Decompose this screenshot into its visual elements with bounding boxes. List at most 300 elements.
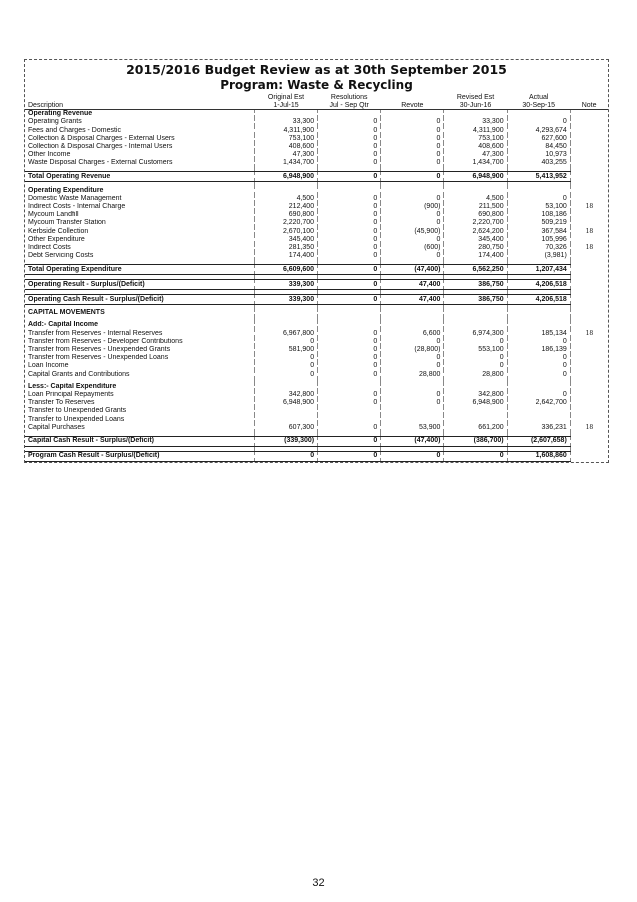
row-value <box>318 110 381 119</box>
row-value: 0 <box>381 126 444 134</box>
row-note <box>570 219 608 227</box>
row-value <box>318 309 381 317</box>
header-original-est: Original Est <box>267 94 305 101</box>
row-value: 280,750 <box>444 244 507 252</box>
row-value: 0 <box>507 338 570 346</box>
row-value <box>318 321 381 329</box>
row-note <box>570 143 608 151</box>
row-description: Waste Disposal Charges - External Customers <box>28 159 173 167</box>
row-value: 33,300 <box>254 118 317 126</box>
row-value <box>507 383 570 391</box>
total-row <box>25 280 608 290</box>
page-number: 32 <box>312 877 325 889</box>
row-description: Indirect Costs <box>28 243 71 251</box>
table-row <box>25 338 608 346</box>
row-value <box>381 407 444 415</box>
table-row <box>25 244 608 252</box>
row-value: 5,413,952 <box>507 172 570 182</box>
row-value: 690,800 <box>444 211 507 219</box>
header-row-2 <box>25 102 608 110</box>
row-note <box>570 451 608 461</box>
row-value <box>381 415 444 423</box>
row-description: Transfer To Reserves <box>28 399 95 407</box>
row-value: 0 <box>381 211 444 219</box>
row-value: 0 <box>381 151 444 159</box>
budget-table <box>25 94 608 462</box>
row-value: 0 <box>381 252 444 260</box>
row-description: Loan Principal Repayments <box>28 390 114 398</box>
header-original-date: 1-Jul-15 <box>254 102 317 110</box>
row-description: Total Operating Revenue <box>25 172 254 182</box>
row-note <box>570 186 608 194</box>
section-heading-row <box>25 383 608 391</box>
row-description: Debt Servicing Costs <box>28 252 94 260</box>
section-heading-row <box>25 110 608 119</box>
row-note <box>570 151 608 159</box>
row-value: 4,311,900 <box>254 126 317 134</box>
row-description: Operating Grants <box>28 118 82 126</box>
row-value: 0 <box>318 280 381 290</box>
row-value: 2,624,200 <box>444 227 507 235</box>
row-note: 18 <box>570 203 608 211</box>
row-value: (600) <box>381 244 444 252</box>
row-value: 0 <box>318 235 381 243</box>
row-value: (3,981) <box>507 252 570 260</box>
row-note <box>570 399 608 407</box>
row-description: Collection & Disposal Charges - Internal Users <box>28 143 173 151</box>
total-row <box>25 436 608 446</box>
row-note <box>570 252 608 260</box>
table-row <box>25 219 608 227</box>
row-value: 1,434,700 <box>444 159 507 167</box>
row-value <box>318 383 381 391</box>
row-value: 386,750 <box>444 280 507 290</box>
row-description: Program Cash Result - Surplus/(Deficit) <box>25 451 254 461</box>
header-actual-date: 30-Sep-15 <box>507 102 570 110</box>
row-value: 0 <box>318 227 381 235</box>
row-value <box>254 110 317 119</box>
row-value <box>318 186 381 194</box>
header-revote: Revote <box>381 102 444 110</box>
row-description: Transfer to Unexpended Loans <box>28 415 125 423</box>
row-note <box>570 436 608 446</box>
row-value: 753,100 <box>444 135 507 143</box>
row-value: 0 <box>318 159 381 167</box>
row-note: 18 <box>570 423 608 431</box>
row-description: Operating Revenue <box>28 110 93 118</box>
row-value: 0 <box>318 370 381 378</box>
row-value: 342,800 <box>254 391 317 399</box>
header-desc-top <box>25 94 254 102</box>
row-value <box>444 383 507 391</box>
row-value: (47,400) <box>381 436 444 446</box>
row-value <box>444 309 507 317</box>
row-value: 0 <box>444 338 507 346</box>
row-value: 105,996 <box>507 235 570 243</box>
header-revised-date: 30-Jun-16 <box>444 102 507 110</box>
row-value: 28,800 <box>381 370 444 378</box>
row-note <box>570 362 608 370</box>
row-value: 0 <box>318 151 381 159</box>
table-row <box>25 423 608 431</box>
row-value: 0 <box>381 135 444 143</box>
header-resolutions: Resolutions <box>330 94 368 101</box>
row-value: 0 <box>381 338 444 346</box>
row-value <box>381 309 444 317</box>
budget-review-report <box>24 59 609 463</box>
row-description: Other Income <box>28 151 71 159</box>
row-description: Kerbside Collection <box>28 227 89 235</box>
row-value: 367,584 <box>507 227 570 235</box>
header-row-1 <box>25 94 608 102</box>
row-description: Operating Result - Surplus/(Deficit) <box>25 280 254 290</box>
total-row <box>25 265 608 275</box>
row-value: 0 <box>507 354 570 362</box>
row-value <box>318 407 381 415</box>
row-value: 4,500 <box>444 195 507 203</box>
row-value: 0 <box>318 399 381 407</box>
row-value: 0 <box>381 451 444 461</box>
row-description: Mycoum Landfill <box>28 211 79 219</box>
row-value: 408,600 <box>254 143 317 151</box>
row-value <box>254 407 317 415</box>
row-value: 0 <box>254 362 317 370</box>
row-description: Collection & Disposal Charges - External Users <box>28 134 175 142</box>
row-value <box>381 383 444 391</box>
table-row <box>25 415 608 423</box>
table-row <box>25 118 608 126</box>
row-value: 2,670,100 <box>254 227 317 235</box>
row-description: Less:- Capital Expenditure <box>28 382 117 390</box>
row-note <box>570 135 608 143</box>
row-description: Domestic Waste Management <box>28 194 122 202</box>
row-value: 0 <box>318 436 381 446</box>
row-note <box>570 280 608 290</box>
row-value: 0 <box>381 143 444 151</box>
row-value: 0 <box>381 391 444 399</box>
row-note <box>570 391 608 399</box>
total-row <box>25 172 608 182</box>
row-value <box>318 415 381 423</box>
row-value: 0 <box>318 211 381 219</box>
row-value: 0 <box>318 143 381 151</box>
row-value: 0 <box>381 172 444 182</box>
row-value <box>444 186 507 194</box>
table-row <box>25 407 608 415</box>
row-value <box>507 110 570 119</box>
row-note <box>570 235 608 243</box>
header-revised-est: Revised Est <box>456 94 495 101</box>
row-description: Transfer to Unexpended Grants <box>28 407 127 415</box>
row-note <box>570 346 608 354</box>
row-note <box>570 370 608 378</box>
row-value <box>507 309 570 317</box>
row-value: 553,100 <box>444 346 507 354</box>
row-note <box>570 383 608 391</box>
row-value: 6,600 <box>381 329 444 337</box>
row-value: 0 <box>318 135 381 143</box>
row-value <box>381 110 444 119</box>
row-note <box>570 309 608 317</box>
row-value: 0 <box>318 203 381 211</box>
row-value: 185,134 <box>507 329 570 337</box>
row-value: 0 <box>381 219 444 227</box>
row-note <box>570 407 608 415</box>
row-value: 0 <box>381 235 444 243</box>
row-value: 0 <box>381 399 444 407</box>
row-value: 0 <box>318 354 381 362</box>
report-subtitle: Program: Waste & Recycling <box>220 78 413 92</box>
row-value: 0 <box>318 391 381 399</box>
row-description: Indirect Costs - Internal Charge <box>28 202 126 210</box>
row-value: 33,300 <box>444 118 507 126</box>
row-value: 1,434,700 <box>254 159 317 167</box>
row-value: 6,948,900 <box>254 172 317 182</box>
row-note <box>570 338 608 346</box>
row-note: 18 <box>570 329 608 337</box>
row-value <box>507 415 570 423</box>
row-note <box>570 265 608 275</box>
row-value: 0 <box>444 362 507 370</box>
report-title: 2015/2016 Budget Review as at 30th September 2015 <box>126 62 507 77</box>
row-note <box>570 295 608 305</box>
row-value: (386,700) <box>444 436 507 446</box>
row-description: Operating Cash Result - Surplus/(Deficit) <box>25 295 254 305</box>
table-row <box>25 362 608 370</box>
row-value: 4,311,900 <box>444 126 507 134</box>
row-value: (339,300) <box>254 436 317 446</box>
row-value: 53,900 <box>381 423 444 431</box>
row-value: 0 <box>318 329 381 337</box>
row-description: Capital Grants and Contributions <box>28 370 130 378</box>
row-value <box>254 415 317 423</box>
row-value: 6,967,800 <box>254 329 317 337</box>
row-value: 4,500 <box>254 195 317 203</box>
row-value: 339,300 <box>254 280 317 290</box>
row-value: 53,100 <box>507 203 570 211</box>
row-value: 212,400 <box>254 203 317 211</box>
row-value: 10,973 <box>507 151 570 159</box>
header-revote-top <box>381 94 444 102</box>
row-value: 47,300 <box>254 151 317 159</box>
row-value: 607,300 <box>254 423 317 431</box>
table-row <box>25 354 608 362</box>
row-value: 0 <box>444 451 507 461</box>
row-value <box>444 110 507 119</box>
row-value <box>254 186 317 194</box>
header-note-top <box>570 94 608 102</box>
row-value: 47,400 <box>381 295 444 305</box>
table-row <box>25 329 608 337</box>
row-value: 0 <box>507 118 570 126</box>
table-row <box>25 252 608 260</box>
row-note <box>570 159 608 167</box>
row-note: 18 <box>570 244 608 252</box>
row-value: 753,100 <box>254 135 317 143</box>
row-value: 0 <box>318 295 381 305</box>
row-value: 6,974,300 <box>444 329 507 337</box>
row-value: 336,231 <box>507 423 570 431</box>
row-value: 339,300 <box>254 295 317 305</box>
row-value: 211,500 <box>444 203 507 211</box>
row-value <box>444 415 507 423</box>
header-actual: Actual <box>528 94 549 101</box>
row-value: 0 <box>254 354 317 362</box>
row-value: 47,300 <box>444 151 507 159</box>
row-value: 28,800 <box>444 370 507 378</box>
row-value <box>444 407 507 415</box>
row-value: 4,206,518 <box>507 280 570 290</box>
row-value: 4,293,674 <box>507 126 570 134</box>
row-value: 0 <box>318 362 381 370</box>
row-value: 0 <box>254 451 317 461</box>
row-value: 690,800 <box>254 211 317 219</box>
row-value: 509,219 <box>507 219 570 227</box>
header-description: Description <box>25 102 254 110</box>
row-value <box>507 407 570 415</box>
row-value <box>254 309 317 317</box>
row-value: (47,400) <box>381 265 444 275</box>
row-description: Mycoum Transfer Station <box>28 219 106 227</box>
row-value: 0 <box>318 252 381 260</box>
row-value: 0 <box>381 354 444 362</box>
row-value: 108,186 <box>507 211 570 219</box>
row-description: Operating Expenditure <box>28 186 104 194</box>
row-value <box>254 383 317 391</box>
row-description: Capital Purchases <box>28 423 85 431</box>
row-value <box>507 186 570 194</box>
row-value: 0 <box>381 159 444 167</box>
row-description: Fees and Charges - Domestic <box>28 126 121 134</box>
row-value <box>381 321 444 329</box>
section-heading-row <box>25 309 608 317</box>
row-value: (45,900) <box>381 227 444 235</box>
row-note <box>570 211 608 219</box>
row-value: 2,642,700 <box>507 399 570 407</box>
row-value <box>254 321 317 329</box>
row-value: (28,800) <box>381 346 444 354</box>
row-value: 70,326 <box>507 244 570 252</box>
row-note <box>570 354 608 362</box>
row-value: (2,607,658) <box>507 436 570 446</box>
table-row <box>25 143 608 151</box>
row-description: Transfer from Reserves - Developer Contributions <box>28 337 183 345</box>
row-value: 0 <box>507 195 570 203</box>
row-value: 47,400 <box>381 280 444 290</box>
row-value <box>507 321 570 329</box>
row-note <box>570 172 608 182</box>
row-value: 2,220,700 <box>254 219 317 227</box>
row-value: 0 <box>318 346 381 354</box>
table-row <box>25 346 608 354</box>
row-value: 408,600 <box>444 143 507 151</box>
table-row <box>25 126 608 134</box>
row-value: 661,200 <box>444 423 507 431</box>
row-value: 174,400 <box>254 252 317 260</box>
row-value: 6,948,900 <box>444 399 507 407</box>
total-row <box>25 295 608 305</box>
row-value: 0 <box>318 451 381 461</box>
row-note <box>570 110 608 119</box>
row-note: 18 <box>570 227 608 235</box>
row-description: Capital Cash Result - Surplus/(Deficit) <box>25 436 254 446</box>
row-value: 0 <box>507 362 570 370</box>
row-description: Loan Income <box>28 362 69 370</box>
row-value: 186,139 <box>507 346 570 354</box>
row-description: Total Operating Expenditure <box>25 265 254 275</box>
row-value: 0 <box>254 370 317 378</box>
row-value: 6,948,900 <box>254 399 317 407</box>
row-description: Other Expenditure <box>28 235 85 243</box>
row-value: 0 <box>318 338 381 346</box>
section-heading-row <box>25 186 608 194</box>
table-body <box>25 110 608 462</box>
row-value: 0 <box>318 195 381 203</box>
total-row <box>25 451 608 461</box>
row-value: 345,400 <box>444 235 507 243</box>
row-value <box>444 321 507 329</box>
row-value: 0 <box>318 126 381 134</box>
table-row <box>25 135 608 143</box>
table-row <box>25 203 608 211</box>
row-value: 0 <box>381 362 444 370</box>
row-note <box>570 321 608 329</box>
table-row <box>25 227 608 235</box>
row-description: CAPITAL MOVEMENTS <box>28 309 105 317</box>
row-note <box>570 118 608 126</box>
row-value: 2,220,700 <box>444 219 507 227</box>
table-row <box>25 195 608 203</box>
table-row <box>25 399 608 407</box>
row-value: 84,450 <box>507 143 570 151</box>
row-value: 0 <box>507 370 570 378</box>
row-value: 4,206,518 <box>507 295 570 305</box>
row-note <box>570 415 608 423</box>
row-value: 0 <box>318 423 381 431</box>
row-value: 6,609,600 <box>254 265 317 275</box>
header-resolutions-period: Jul - Sep Qtr <box>318 102 381 110</box>
row-note <box>570 126 608 134</box>
row-value: 0 <box>318 219 381 227</box>
row-value: 6,948,900 <box>444 172 507 182</box>
row-value: 581,900 <box>254 346 317 354</box>
row-value: 0 <box>381 118 444 126</box>
table-row <box>25 235 608 243</box>
table-row <box>25 370 608 378</box>
table-row <box>25 391 608 399</box>
section-heading-row <box>25 321 608 329</box>
row-description: Transfer from Reserves - Unexpended Loans <box>28 354 169 362</box>
row-value: 386,750 <box>444 295 507 305</box>
row-value: 345,400 <box>254 235 317 243</box>
row-note <box>570 195 608 203</box>
row-value: 0 <box>381 195 444 203</box>
row-value <box>381 186 444 194</box>
row-value: 0 <box>318 265 381 275</box>
table-row <box>25 211 608 219</box>
row-description: Transfer from Reserves - Unexpended Grants <box>28 346 171 354</box>
row-value: 281,350 <box>254 244 317 252</box>
row-description: Transfer from Reserves - Internal Reserves <box>28 329 163 337</box>
row-value: 0 <box>254 338 317 346</box>
row-value: 403,255 <box>507 159 570 167</box>
row-value: 1,207,434 <box>507 265 570 275</box>
row-value: 0 <box>444 354 507 362</box>
header-note: Note <box>570 102 608 110</box>
row-value: 6,562,250 <box>444 265 507 275</box>
row-value: 627,600 <box>507 135 570 143</box>
row-value: 174,400 <box>444 252 507 260</box>
